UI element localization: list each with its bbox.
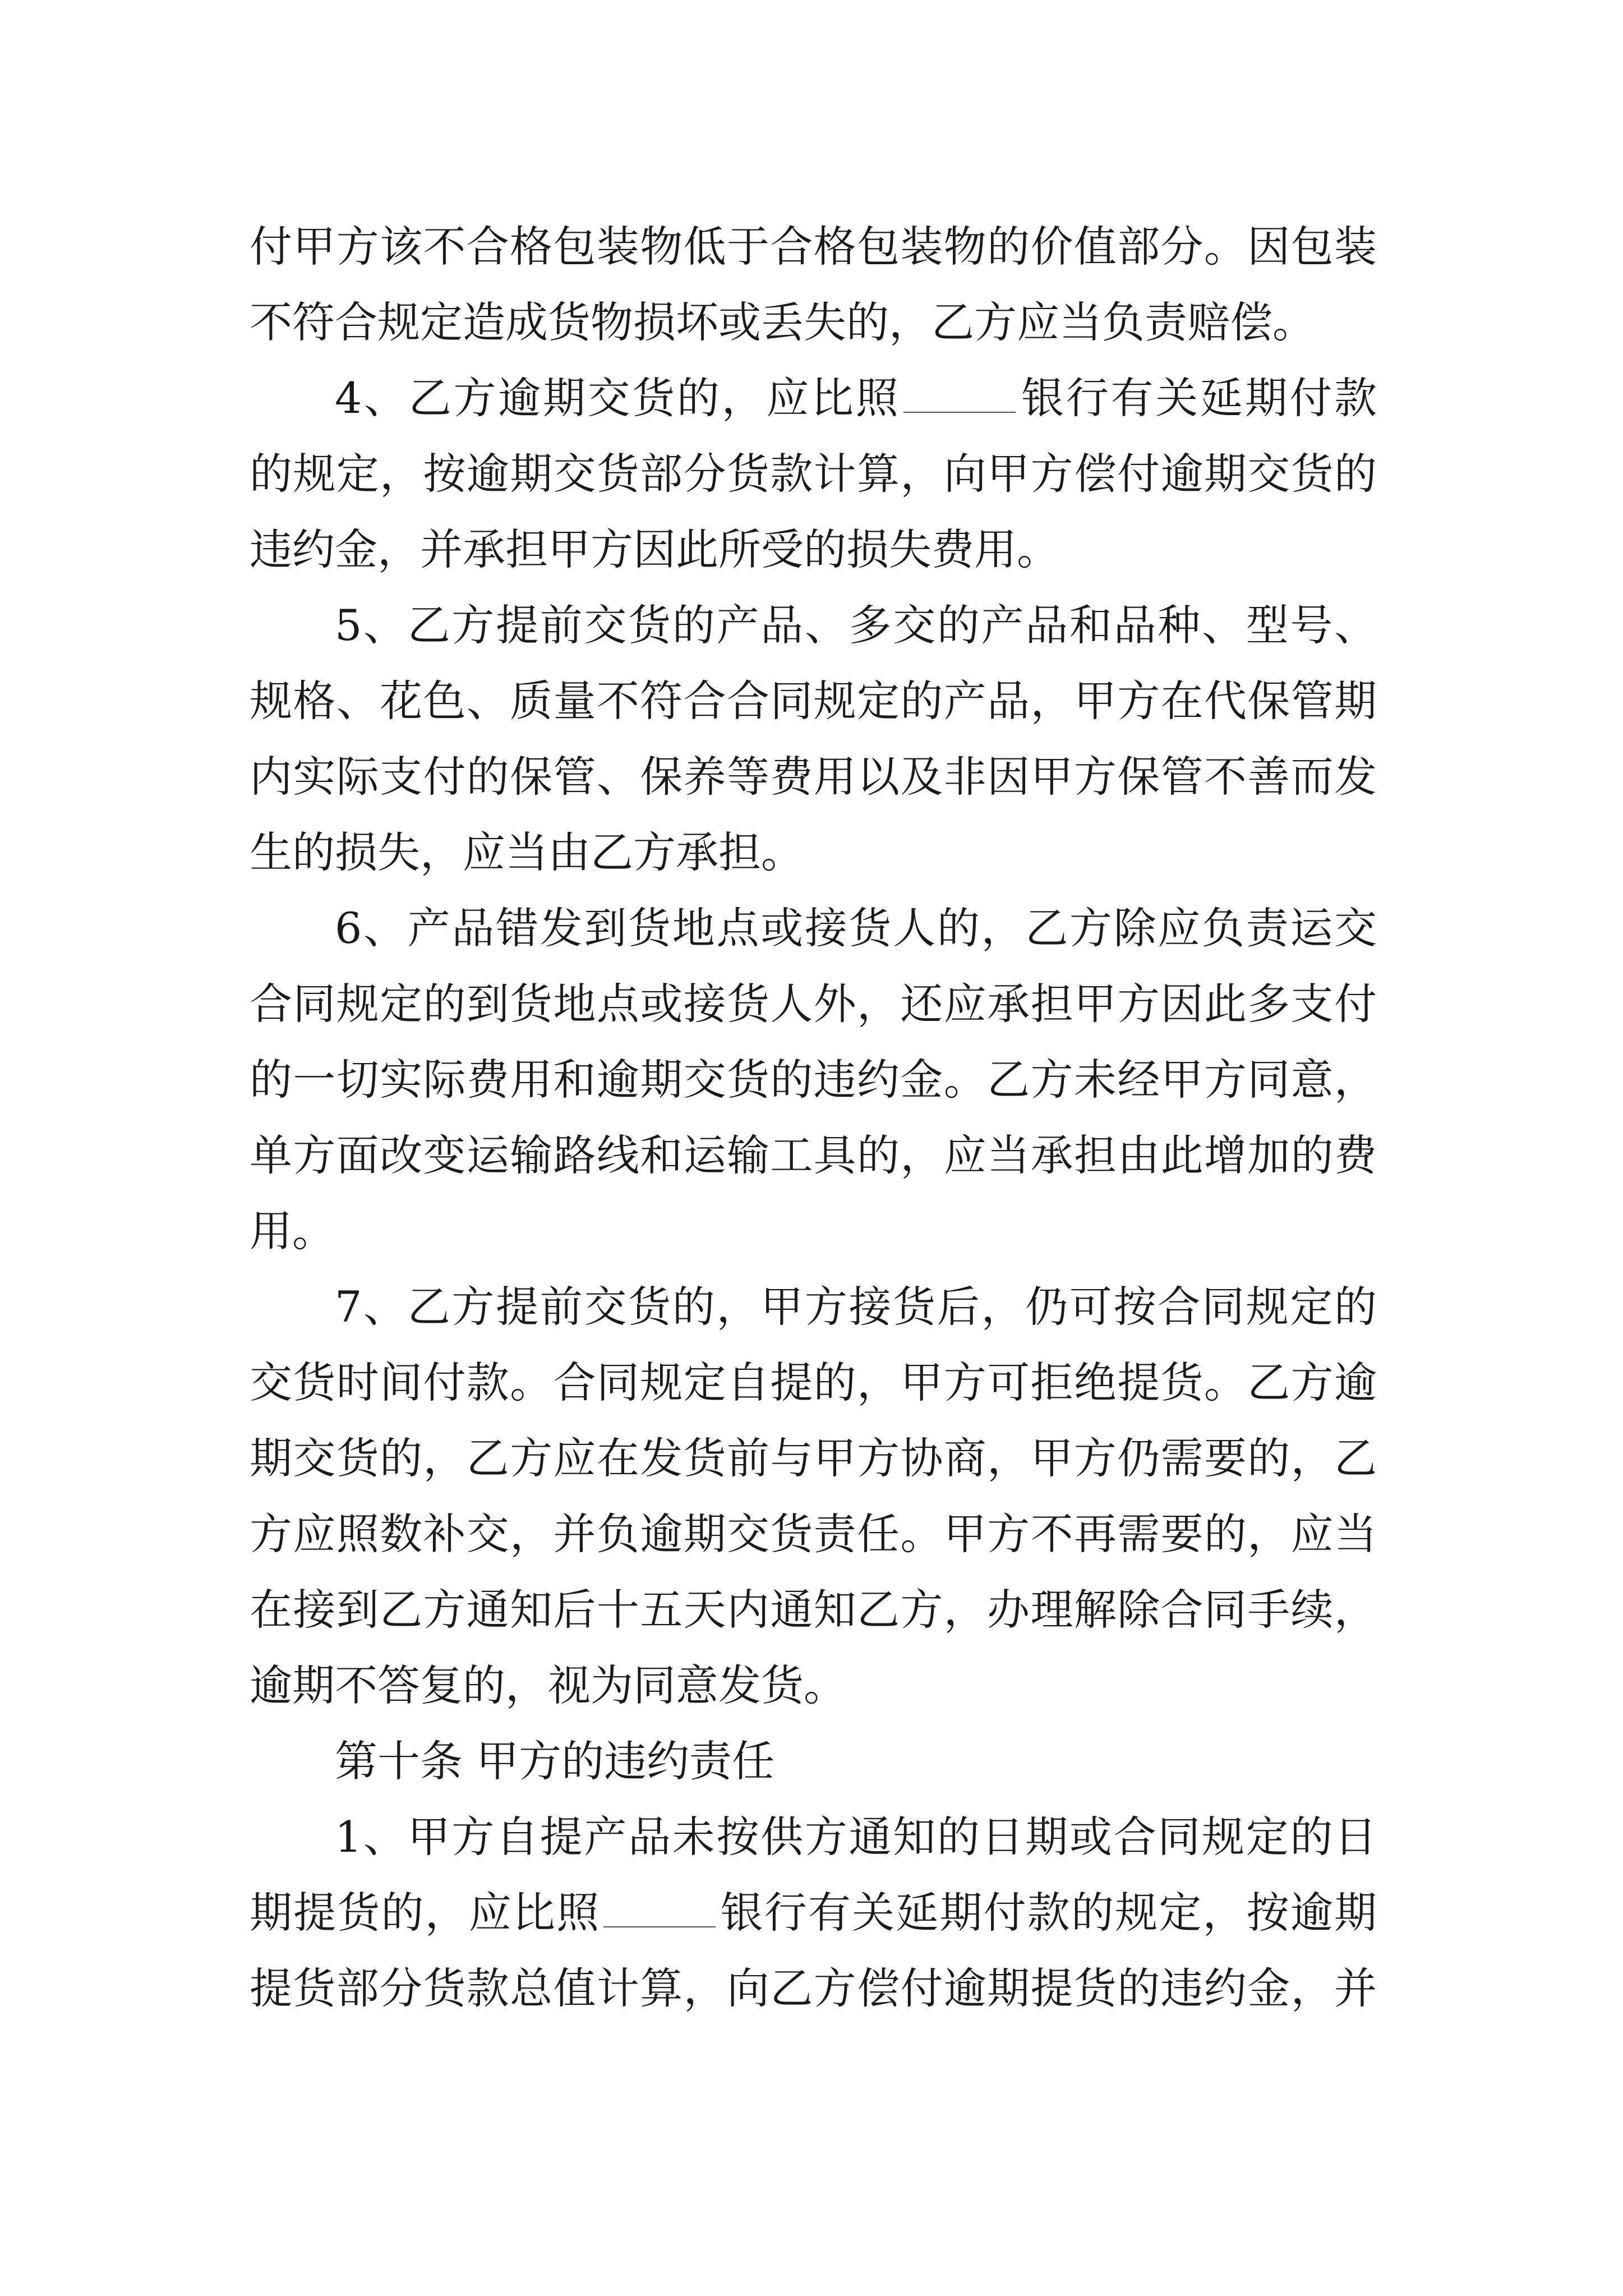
text-line (250, 1875, 1377, 1950)
text-segment: 期提货的，应比照 (250, 1888, 601, 1938)
document-body (250, 209, 1377, 2026)
text-line: 7、乙方提前交货的，甲方接货后，仍可按合同规定的 (335, 1282, 1377, 1332)
text-segment: 银行有关延期付款 (1019, 373, 1377, 423)
article-heading (250, 1723, 1377, 1799)
text-line: 交货时间付款。合同规定自提的，甲方可拒绝提货。乙方逾 (250, 1358, 1377, 1407)
text-line: 6、产品错发到货地点或接货人的，乙方除应负责运交 (335, 903, 1377, 953)
text-segment: 4、乙方逾期交货的，应比照 (335, 373, 901, 423)
text-line: 提货部分货款总值计算，向乙方偿付逾期提货的违约金，并 (250, 1963, 1377, 2013)
text-line: 5、乙方提前交货的产品、多交的产品和品种、型号、 (335, 600, 1377, 650)
paragraph-item-6 (250, 890, 1377, 1269)
text-line: 用。 (250, 1206, 335, 1256)
text-line: 内实际支付的保管、保养等费用以及非因甲方保管不善而发 (250, 752, 1377, 802)
fill-in-blank (903, 406, 1016, 413)
text-line: 不符合规定造成货物损坏或丢失的，乙方应当负责赔偿。 (250, 297, 1315, 347)
heading-text: 第十条 甲方的违约责任 (335, 1736, 775, 1786)
text-segment: 银行有关延期付款的规定，按逾期 (719, 1888, 1377, 1938)
text-line: 期交货的，乙方应在发货前与甲方协商，甲方仍需要的，乙 (250, 1433, 1377, 1483)
paragraph-item-4 (250, 360, 1377, 587)
text-line: 违约金，并承担甲方因此所受的损失费用。 (250, 524, 1059, 574)
text-line: 合同规定的到货地点或接货人外，还应承担甲方因此多支付 (250, 979, 1377, 1029)
text-line: 单方面改变运输路线和运输工具的，应当承担由此增加的费 (250, 1130, 1377, 1180)
paragraph-item-7 (250, 1269, 1377, 1723)
text-line: 规格、花色、质量不符合合同规定的产品，甲方在代保管期 (250, 676, 1377, 726)
text-line: 逾期不答复的，视为同意发货。 (250, 1660, 846, 1710)
fill-in-blank (603, 1921, 716, 1927)
text-line (250, 360, 1377, 436)
text-line: 方应照数补交，并负逾期交货责任。甲方不再需要的，应当 (250, 1509, 1377, 1559)
paragraph-continued (250, 209, 1377, 360)
paragraph-article-10-item-1 (250, 1799, 1377, 2026)
text-line: 生的损失，应当由乙方承担。 (250, 827, 804, 877)
text-line: 的一切实际费用和逾期交货的违约金。乙方未经甲方同意， (250, 1055, 1377, 1105)
text-line: 1、甲方自提产品未按供方通知的日期或合同规定的日 (335, 1812, 1377, 1862)
text-line: 的规定，按逾期交货部分货款计算，向甲方偿付逾期交货的 (250, 449, 1377, 499)
text-line: 付甲方该不合格包装物低于合格包装物的价值部分。因包装 (250, 222, 1377, 272)
text-line: 在接到乙方通知后十五天内通知乙方，办理解除合同手续， (250, 1585, 1377, 1635)
paragraph-item-5 (250, 587, 1377, 890)
